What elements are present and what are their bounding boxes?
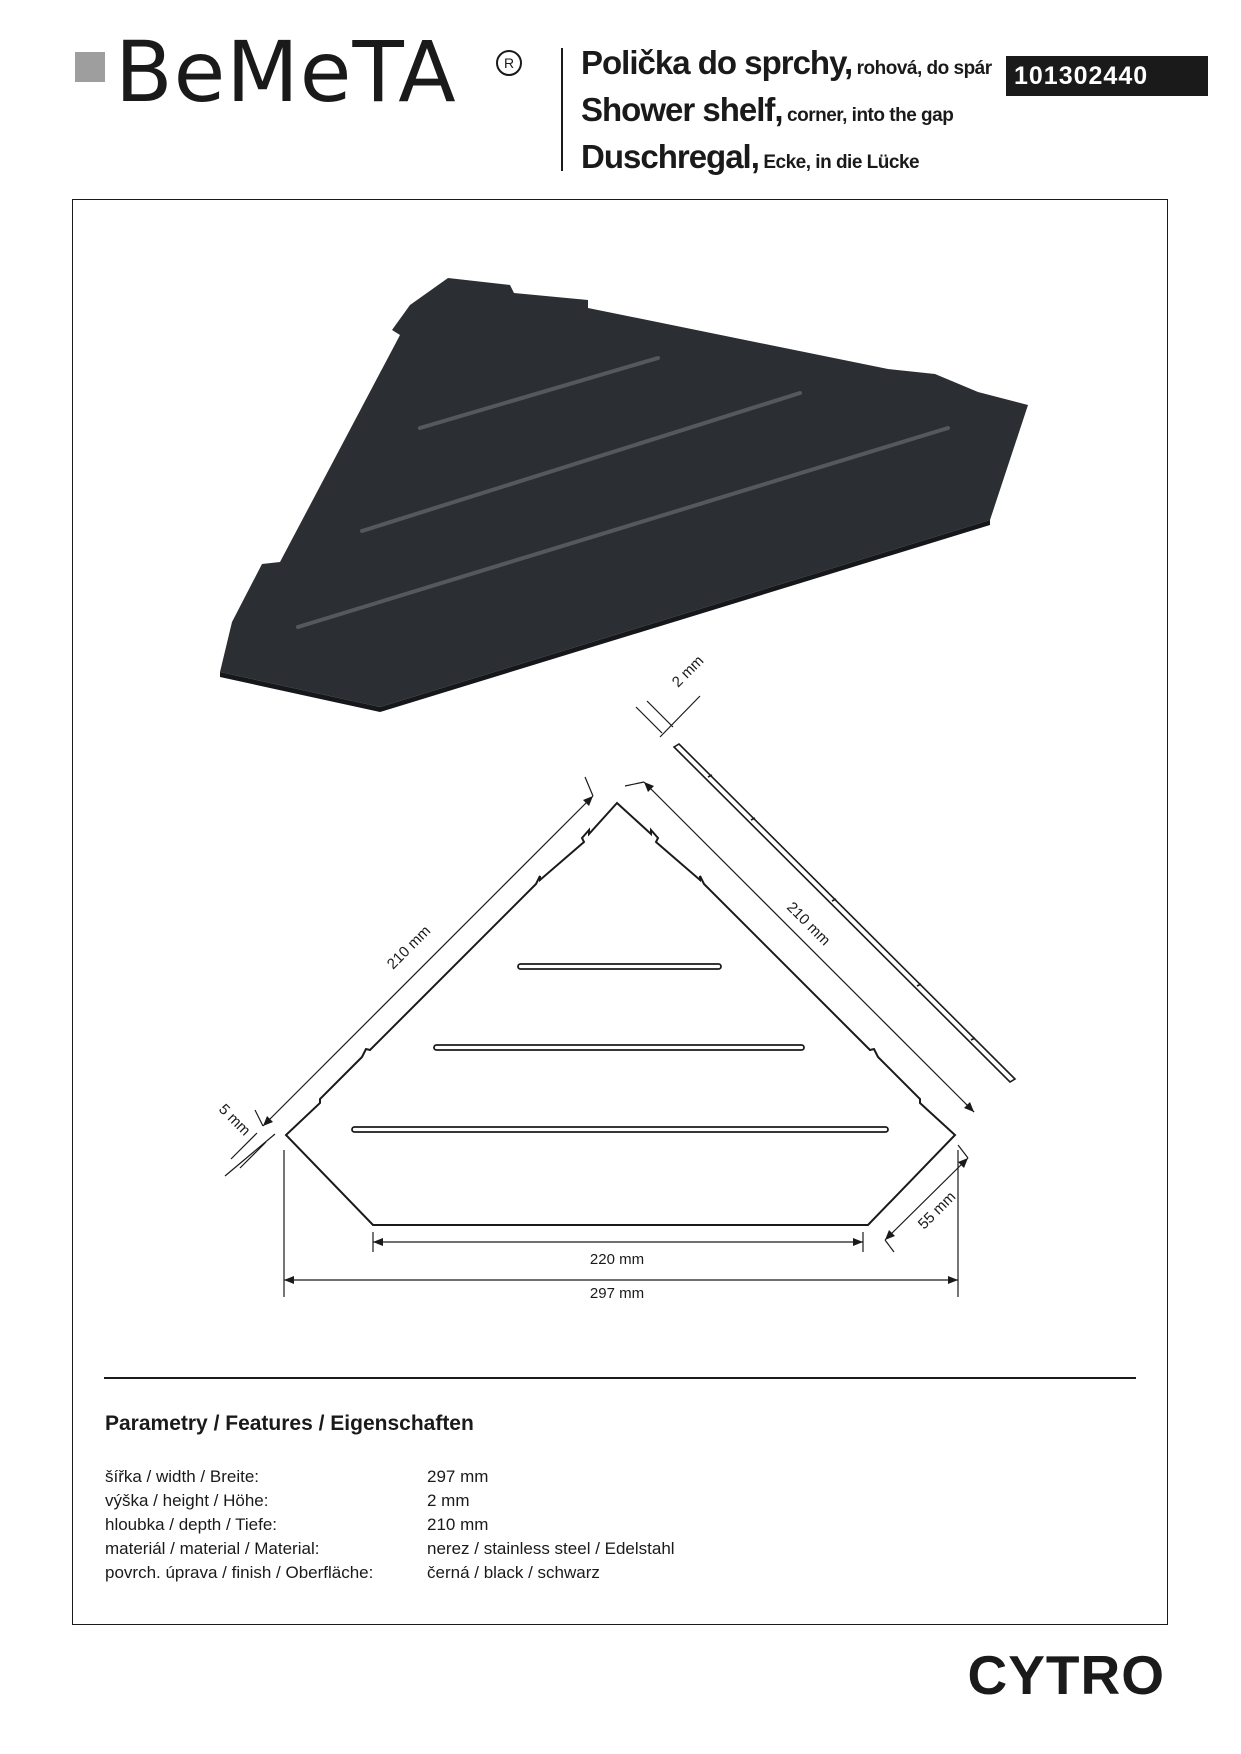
dim-inner-width: 220 mm	[589, 1251, 645, 1268]
feature-value: nerez / stainless steel / Edelstahl	[427, 1539, 675, 1558]
feature-value: 210 mm	[427, 1515, 489, 1534]
feature-value: 2 mm	[427, 1491, 470, 1510]
section-divider	[104, 1377, 1136, 1379]
dim-thickness: 2 mm	[668, 652, 708, 691]
title-de-main: Duschregal,	[581, 138, 759, 175]
shelf-render-plate	[220, 278, 1028, 707]
dim-gap: 5 mm	[215, 1100, 254, 1140]
feature-value: 297 mm	[427, 1467, 489, 1486]
feature-value: černá / black / schwarz	[427, 1563, 600, 1582]
title-en-detail: corner, into the gap	[787, 105, 954, 126]
registered-mark: R	[496, 50, 522, 76]
title-en-main: Shower shelf,	[581, 91, 783, 128]
feature-label: šířka / width / Breite:	[105, 1467, 259, 1486]
dimension-arrows	[263, 782, 974, 1284]
dim-end-cut: 55 mm	[914, 1188, 960, 1233]
slot-1	[518, 964, 721, 969]
dim-total-width: 297 mm	[589, 1285, 645, 1302]
slot-2	[434, 1045, 804, 1050]
slot-3	[352, 1127, 888, 1132]
feature-label: materiál / material / Material:	[105, 1539, 320, 1558]
dim-side-right: 210 mm	[783, 898, 834, 950]
shelf-render	[220, 278, 1028, 712]
title-cz-main: Polička do sprchy,	[581, 44, 853, 81]
series-name: CYTRO	[967, 1644, 1165, 1706]
title-cz-detail: rohová, do spár	[856, 58, 992, 79]
shelf-outline	[286, 803, 955, 1225]
features-heading: Parametry / Features / Eigenschaften	[105, 1412, 474, 1435]
shelf-slots	[352, 964, 888, 1132]
feature-label: povrch. úprava / finish / Oberfläche:	[105, 1563, 374, 1582]
brand-logo: BeMeTA	[115, 23, 457, 121]
feature-label: výška / height / Höhe:	[105, 1491, 269, 1510]
dimension-lines	[225, 696, 974, 1297]
product-code: 101302440	[1006, 56, 1208, 96]
shelf-profile	[674, 744, 1015, 1082]
feature-label: hloubka / depth / Tiefe:	[105, 1515, 278, 1534]
title-de-detail: Ecke, in die Lücke	[763, 152, 920, 173]
dim-side-left: 210 mm	[383, 922, 435, 973]
